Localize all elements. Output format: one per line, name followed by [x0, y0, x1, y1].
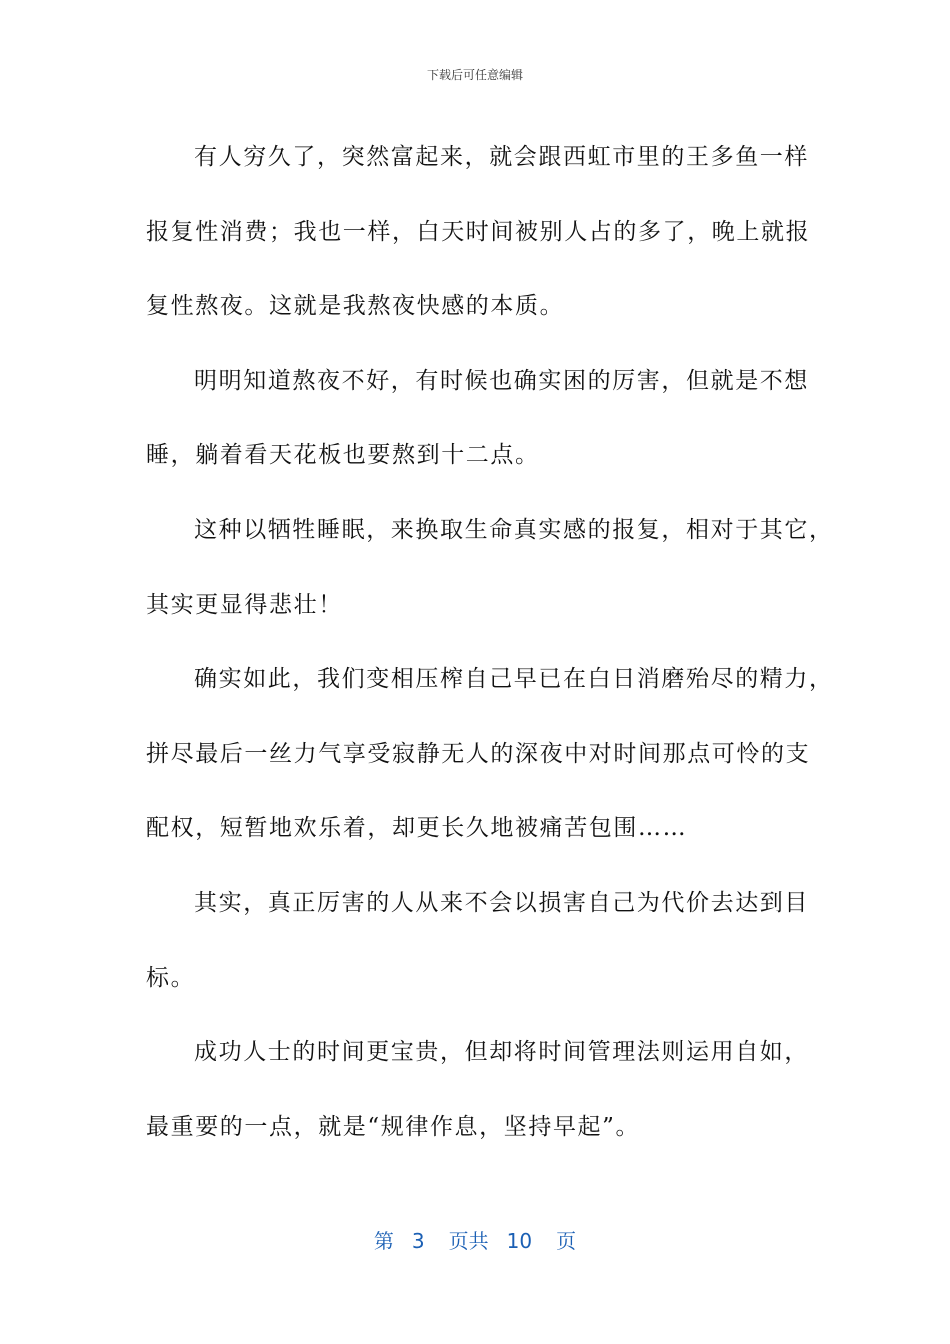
paragraph-4 [146, 642, 834, 866]
text-line: 睡，躺着看天花板也要熬到十二点。 [146, 442, 540, 469]
text-line: 最重要的一点，就是“规律作息，坚持早起”。 [146, 1113, 641, 1140]
page-footer [0, 1225, 950, 1254]
text-line: 标。 [146, 964, 196, 991]
paragraph-6 [146, 1015, 811, 1164]
paragraph-3 [146, 493, 834, 642]
page-middle: 页共 [448, 1229, 489, 1253]
text-line: 有人穷久了，突然富起来，就会跟西虹市里的王多鱼一样 [194, 144, 809, 170]
text-line: 配权，短暂地欢乐着，却更长久地被痛苦包围…… [146, 815, 688, 842]
page-suffix: 页 [556, 1229, 577, 1253]
text-line: 其实更显得悲壮！ [146, 591, 343, 618]
text-line: 明明知道熬夜不好，有时候也确实困的厉害，但就是不想 [194, 367, 809, 394]
page-total: 10 [506, 1229, 533, 1253]
paragraph-1 [146, 120, 811, 344]
page-prefix: 第 [373, 1229, 394, 1253]
text-line: 确实如此，我们变相压榨自己早已在白日消磨殆尽的精力， [194, 666, 834, 693]
text-line: 报复性消费；我也一样，白天时间被别人占的多了，晚上就报 [146, 218, 811, 245]
header-note: 下载后可任意编辑 [426, 68, 523, 82]
text-line: 成功人士的时间更宝贵，但却将时间管理法则运用自如， [194, 1039, 809, 1066]
paragraph-2 [146, 344, 811, 493]
text-line: 复性熬夜。这就是我熬夜快感的本质。 [146, 293, 565, 320]
paragraph-5 [146, 866, 811, 1015]
text-line: 拼尽最后一丝力气享受寂静无人的深夜中对时间那点可怜的支 [146, 740, 811, 767]
body-text [146, 120, 834, 1164]
text-line: 这种以牺牲睡眠，来换取生命真实感的报复，相对于其它， [194, 516, 834, 543]
text-line: 其实，真正厉害的人从来不会以损害自己为代价去达到目 [194, 889, 809, 916]
page-current: 3 [411, 1229, 425, 1253]
